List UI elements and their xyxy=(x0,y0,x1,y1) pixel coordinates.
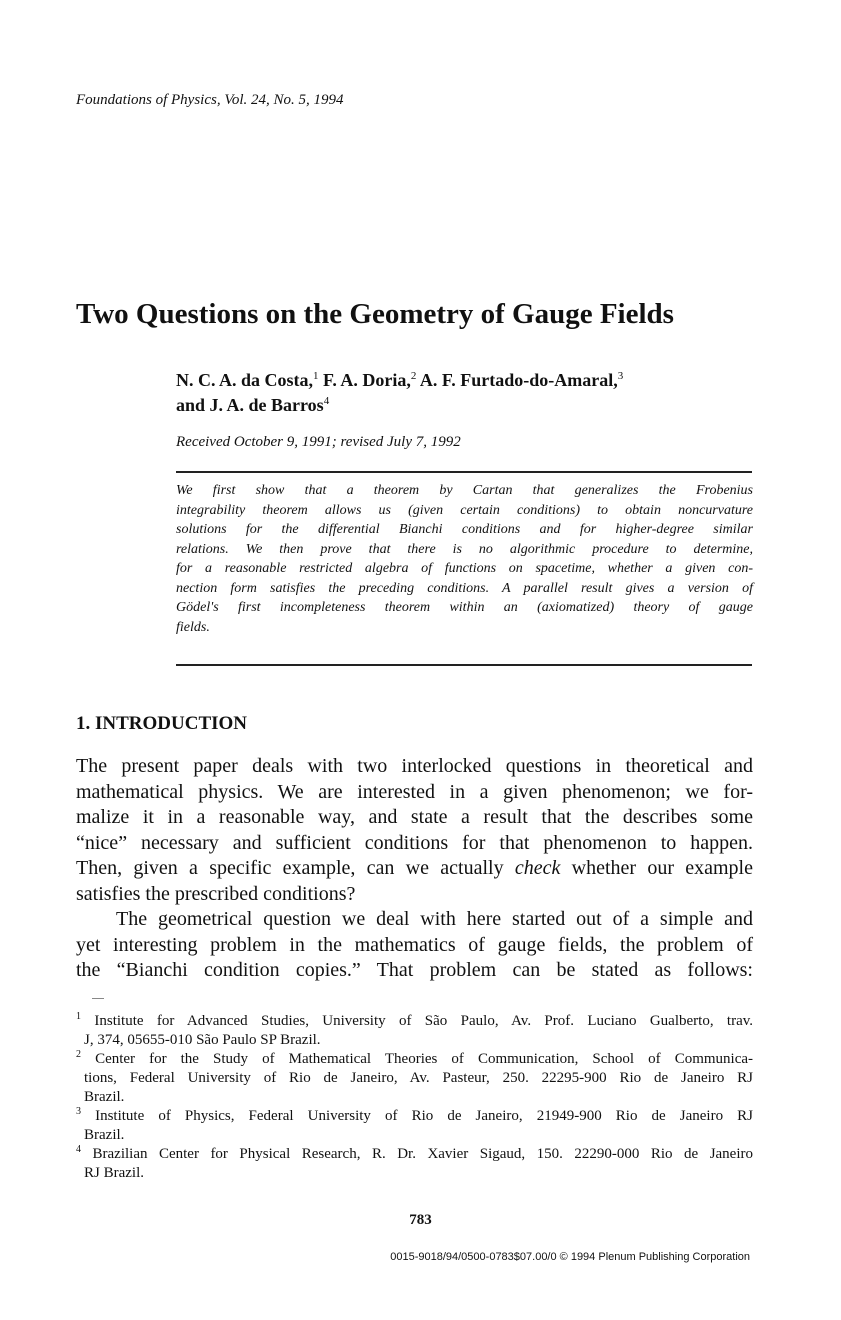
author-name: N. C. A. da Costa, xyxy=(176,370,314,390)
footnote-mark: 1 xyxy=(76,1011,81,1022)
abstract-line: Gödel's first incompleteness theorem within an (axiomatized) theory of gauge xyxy=(176,600,753,615)
footnote-line xyxy=(76,1050,753,1069)
footnote-line: RJ Brazil. xyxy=(84,1165,144,1181)
body-line: the “Bianchi condition copies.” That problem can be stated as follows: xyxy=(76,959,753,981)
footnote-mark: 3 xyxy=(76,1106,81,1117)
author-name: and J. A. de Barros xyxy=(176,395,324,415)
body-line: satisfies the prescribed conditions? xyxy=(76,882,356,905)
footnote-line: J, 374, 05655-010 São Paulo SP Brazil. xyxy=(84,1032,321,1048)
author-list xyxy=(176,368,776,418)
footnote-mark: 2 xyxy=(76,1049,81,1060)
body-line: malize it in a reasonable way, and state a result that the describes some xyxy=(76,806,753,828)
abstract-line: fields. xyxy=(176,619,210,635)
emphasis-word: check xyxy=(514,857,561,879)
page-number: 783 xyxy=(409,1212,432,1228)
author-name: F. A. Doria, xyxy=(323,370,411,390)
footnote-text: Brazilian Center for Physical Research, R. Dr. Xavier Sigaud, 150. 22290-000 Rio de Janeiro xyxy=(92,1146,754,1162)
body-text: Then, given a specific example, can we actually xyxy=(76,857,515,879)
body-line: The geometrical question we deal with here started out of a simple and xyxy=(116,908,753,930)
affiliation-mark: 3 xyxy=(617,370,624,382)
author-line-2 xyxy=(176,393,776,418)
body-line: yet interesting problem in the mathematics of gauge fields, the problem of xyxy=(76,933,753,956)
footnote-line: Brazil. xyxy=(84,1089,125,1105)
footnote-line xyxy=(76,1145,753,1164)
affiliation-mark: 1 xyxy=(313,370,319,382)
body-line: “nice” necessary and sufficient conditions for that phenomenon to happen. xyxy=(76,831,753,854)
journal-citation: Foundations of Physics, Vol. 24, No. 5, 1994 xyxy=(76,92,344,108)
section-heading: 1. INTRODUCTION xyxy=(76,713,248,734)
paper-title: Two Questions on the Geometry of Gauge Fields xyxy=(76,298,674,330)
footnote-3 xyxy=(76,1107,753,1145)
body-line: The present paper deals with two interlocked questions in theoretical and xyxy=(76,755,753,777)
abstract-line: We first show that a theorem by Cartan that generalizes the Frobenius xyxy=(176,483,753,498)
footnote-mark: 4 xyxy=(76,1144,81,1155)
footnote-text: Institute for Advanced Studies, University of São Paulo, Av. Prof. Luciano Gualberto, trav. xyxy=(94,1013,754,1029)
footnote-line xyxy=(76,1012,753,1031)
received-dates: Received October 9, 1991; revised July 7, 1992 xyxy=(176,434,461,450)
abstract-top-rule xyxy=(176,471,752,473)
abstract-line: for a reasonable restricted algebra of functions on spacetime, whether a given con- xyxy=(176,561,753,576)
body-text: whether our example xyxy=(560,857,753,879)
copyright-line: 0015-9018/94/0500-0783$07.00/0 © 1994 Plenum Publishing Corporation xyxy=(390,1251,750,1263)
footnote-4 xyxy=(76,1145,753,1183)
footnote-separator xyxy=(92,998,104,999)
footnote-line xyxy=(76,1107,753,1126)
abstract-line: nection form satisfies the preceding conditions. A parallel result gives a version of xyxy=(176,580,753,596)
section-body xyxy=(76,754,753,984)
footnote-2 xyxy=(76,1050,753,1107)
abstract xyxy=(176,481,753,637)
footnote-line: tions, Federal University of Rio de Janeiro, Av. Pasteur, 250. 22295-900 Rio de Janeiro RJ xyxy=(84,1070,753,1086)
footnote-text: Institute of Physics, Federal University of Rio de Janeiro, 21949-900 Rio de Janeiro RJ xyxy=(95,1108,753,1124)
footnote-line: Brazil. xyxy=(84,1127,125,1143)
author-line-1 xyxy=(176,368,776,393)
author-name: A. F. Furtado-do-Amaral, xyxy=(419,370,618,390)
abstract-bottom-rule xyxy=(176,664,752,666)
footnotes xyxy=(76,1012,753,1183)
abstract-line: solutions for the differential Bianchi conditions and for higher-degree similar xyxy=(176,522,753,537)
body-line: mathematical physics. We are interested in a given phenomenon; we for- xyxy=(76,780,753,803)
body-line xyxy=(76,856,753,882)
abstract-line: relations. We then prove that there is no algorithmic procedure to determine, xyxy=(176,541,753,557)
affiliation-mark: 2 xyxy=(410,370,417,382)
footnote-text: Center for the Study of Mathematical Theories of Communication, School of Communica- xyxy=(95,1051,754,1067)
abstract-line: integrability theorem allows us (given certain conditions) to obtain noncurvature xyxy=(176,502,753,518)
affiliation-mark: 4 xyxy=(323,395,330,407)
footnote-1 xyxy=(76,1012,753,1050)
